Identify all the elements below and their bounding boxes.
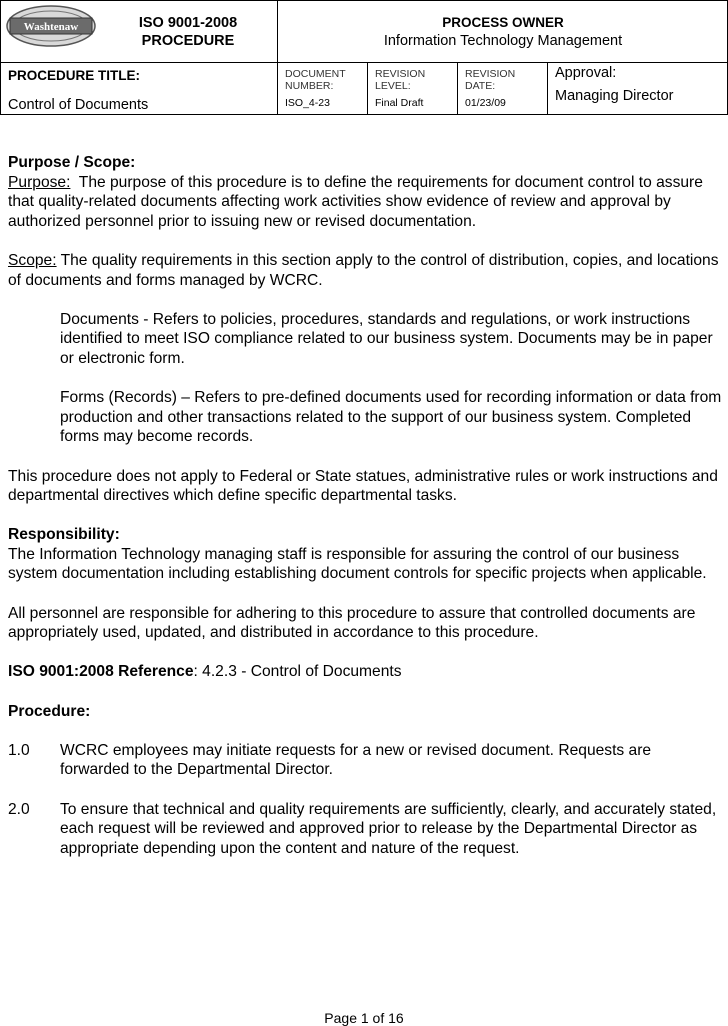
revdate-value: 01/23/09 <box>465 97 506 109</box>
purpose-label: Purpose: <box>8 173 71 191</box>
iso-reference: ISO 9001:2008 Reference: 4.2.3 - Control of Documents <box>8 663 402 681</box>
document-header <box>0 0 728 115</box>
step-number: 2.0 <box>8 800 30 818</box>
procedure-title-value: Control of Documents <box>8 97 149 113</box>
docnum-label: DOCUMENT NUMBER: <box>285 68 346 92</box>
forms-definition: Forms (Records) – Refers to pre-defined documents used for recording information or data from production and other transactions related to the support of our business system. Completed forms may become records. <box>60 389 722 446</box>
responsibility-paragraph-1: The Information Technology managing staff is responsible for assuring the control of our business system documentation including establishing document controls for specific projects when applicable. <box>8 545 707 583</box>
revdate-label: REVISION DATE: <box>465 68 516 92</box>
procedure-step <box>8 800 723 859</box>
purpose-paragraph: Purpose: The purpose of this procedure is to define the requirements for document control to assure that quality-related documents affecting work activities show evidence of review and approval by authorized personnel prior to issuing new or revised documentation. <box>8 173 708 230</box>
page-number: Page 1 of 16 <box>324 1010 404 1026</box>
step-text: WCRC employees may initiate requests for a new or revised document. Requests are forwarded to the Departmental Director. <box>60 741 652 779</box>
step-text: To ensure that technical and quality requirements are sufficiently, clearly, and accurately stated, each request will be reviewed and approved prior to release by the Departmental Director as appropriate depending upon the content and nature of the request. <box>60 800 717 857</box>
scope-paragraph: Scope: The quality requirements in this section apply to the control of distribution, copies, and locations of documents and forms managed by WCRC. <box>8 251 723 289</box>
logo-text: Washtenaw <box>23 21 79 33</box>
scope-label: Scope: <box>8 251 57 269</box>
docnum-value: ISO_4-23 <box>285 97 330 109</box>
revlevel-label: REVISION LEVEL: <box>375 68 426 92</box>
approval-value: Managing Director <box>555 88 674 104</box>
procedure-title-label: PROCEDURE TITLE: <box>8 68 141 83</box>
approval-label: Approval: <box>555 65 617 81</box>
exclusion-paragraph: This procedure does not apply to Federal or State statues, administrative rules or work instructions and departmental directives which define specific departmental tasks. <box>8 467 718 505</box>
purpose-scope-heading: Purpose / Scope: <box>8 154 136 171</box>
responsibility-heading: Responsibility: <box>8 526 120 544</box>
documents-definition: Documents - Refers to policies, procedures, standards and regulations, or work instructions identified to meet ISO compliance related to our business system. Documents may be in paper or electronic form. <box>60 310 713 367</box>
document-body <box>8 153 723 858</box>
iso-procedure-title: ISO 9001-2008 PROCEDURE <box>138 15 238 49</box>
procedure-heading: Procedure: <box>8 702 91 720</box>
revlevel-value: Final Draft <box>375 97 424 109</box>
responsibility-paragraph-2: All personnel are responsible for adhering to this procedure to assure that controlled documents are appropriately used, updated, and distributed in accordance to this procedure. <box>8 604 696 642</box>
washtenaw-logo <box>4 4 98 48</box>
step-number: 1.0 <box>8 741 30 759</box>
owner-value: Information Technology Management <box>383 33 623 49</box>
process-owner <box>278 14 728 50</box>
owner-label: PROCESS OWNER <box>442 15 564 30</box>
procedure-step <box>8 741 723 780</box>
